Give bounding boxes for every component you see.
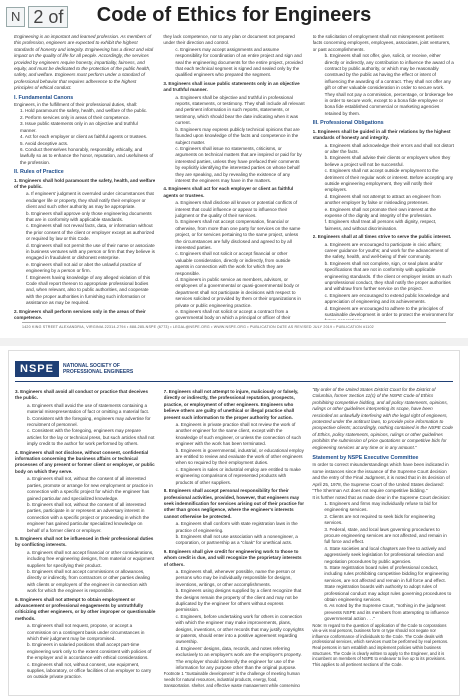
rule-heading: 3. Engineers shall issue public statements only in an objective and truthful manner. xyxy=(163,80,300,93)
canon-item: 3. Issue public statements only in an objective and truthful manner. xyxy=(20,121,138,133)
rule-heading: 1. Engineers shall be guided in all their relations by the highest standards of honesty and integrity. xyxy=(312,128,451,141)
page-2-columns xyxy=(15,387,453,687)
sub-clause: a. Engineers in private practice shall not review the work of another engineer for the same client, except with the knowledge of such engineer, or unless the connection of such engineer with the work has been terminated. xyxy=(175,422,302,447)
nspe-logo-mark: NSPE xyxy=(15,361,59,377)
document-title: Code of Ethics for Engineers xyxy=(96,4,372,26)
sub-clause: c. Engineers shall issue no statements, criticisms, or arguments on technical matters that are inspired or paid for by interested parties, unless they have prefaced their comments by explicitly identifying the interested parties on whose behalf they are speaking, and by revealing the existence of any interest the engineers may have in the matters. xyxy=(175,145,302,183)
sub-clause: b. Engineers shall not complete, sign, or seal plans and/or specifications that are not in conformity with applicable engineering standards. If the client or employer insists on such unprofessional conduct, they shall notify the proper authorities and withdraw from further service on the project. xyxy=(324,260,452,292)
canon-item: 1. Hold paramount the safety, health, and welfare of the public. xyxy=(20,108,148,114)
sub-clause: c. Engineers are encouraged to extend public knowledge and appreciation of engineering and its achievements. xyxy=(324,292,450,305)
sub-clause: e. Engineers shall not promote their own interest at the expense of the dignity and integrity of the profession. xyxy=(324,206,436,218)
sub-clause: a. Engineers shall acknowledge their errors and shall not distort or alter the facts. xyxy=(324,142,454,154)
viewer-toolbar xyxy=(0,0,468,36)
page-2-column-1 xyxy=(15,387,156,687)
sub-clause: f. Engineers shall treat all persons with dignity, respect, fairness, and without discrimination. xyxy=(324,219,437,231)
section-heading: III. Professional Obligations xyxy=(312,120,384,127)
sub-clause: b. Engineers shall not, without the consent of all interested parties, participate in or represent an adversary interest in connection with a specific project or proceeding in which the engineer has gained particular specialized knowledge on behalf of a former client or employer. xyxy=(27,501,150,533)
sub-clause: b. Engineers shall not accept commissions or allowances, directly or indirectly, from contractors or other parties dealing with clients or employers of the engineer in connection with work for which the engineer is responsible. xyxy=(27,568,150,594)
sub-clause: 6. As noted by the Supreme Court, "nothing in the judgment prevents NSPE and its members from attempting to influence governmental action . . ." xyxy=(324,603,449,622)
rule-heading: 2. Engineers shall perform services only in the areas of their competence. xyxy=(14,308,146,320)
sub-clause: c. Consistent with the foregoing, engineers may prepare articles for the lay or technical press, but such articles shall not imply credit to the author for work performed by others. xyxy=(27,428,155,447)
rule-heading: 8. Engineers shall accept personal responsibility for their professional activities, provided, however, that engineers may seek indemnification for services arising out of their practice for other than gross negligence, where the engineer's interests cannot otherwise be protected. xyxy=(163,488,305,519)
statement-heading: Statement by NSPE Executive Committee xyxy=(312,455,419,462)
sub-clause: c. Engineers shall not solicit or accept financial or other valuable consideration, directly or indirectly, from outside agents in connection with the work for which they are responsible. xyxy=(175,251,291,276)
sub-clause: a. Engineers shall not request, propose, or accept a commission on a contingent basis under circumstances in which their judgment may be compromised. xyxy=(27,623,145,642)
sub-clause: f. Engineers having knowledge of any alleged violation of this Code shall report thereon to appropriate professional bodies and, when relevant, also to public authorities, and cooperate with the proper authorities in furnishing such information or assistance as may be required. xyxy=(26,274,151,306)
intro-paragraph: "By order of the United States District Court for the District of Columbia, former Section 11(c) of the NSPE Code of Ethics prohibiting competitive bidding, and all policy statements, opinions, rulings or other guidelines interpreting its scope, have been rescinded as unlawfully interfering with the legal right of engineers, protected under the antitrust laws, to provide price information to prospective clients; accordingly, nothing contained in the NSPE Code of Ethics, policy statements, opinions, rulings or other guidelines prohibits the submission of price quotations or competitive bids for engineering services at any time or in any amount." xyxy=(312,387,453,450)
canon-item: 5. Avoid deceptive acts. xyxy=(20,140,69,146)
sub-clause: d. Engineers in public service as members, advisors, or employees of a governmental or quasi-governmental body or department shall not participate in decisions with respect to services solicited or provided by them or their organizations in private or public engineering practice. xyxy=(175,277,301,308)
section-heading: I. Fundamental Canons xyxy=(14,94,74,101)
sub-clause: b. Engineers in salaried positions shall accept part-time engineering work only to the extent consistent with policies of the employer and in accordance with ethical considerations. xyxy=(27,642,152,661)
paragraph: to the solicitation of employment shall not misrepresent pertinent facts concerning employers, employees, associates, joint venturers, or past accomplishments. xyxy=(312,34,451,52)
rule-heading: 5. Engineers shall not be influenced in their professional duties by conflicting interests. xyxy=(15,535,154,548)
sub-clause: b. Engineers shall not accept compensation, financial or otherwise, from more than one party for services on the same project, or for services pertaining to the same project, unless the circumstances are fully disclosed and agreed to by all interested parties. xyxy=(175,219,301,250)
sub-clause: a. Engineers are encouraged to participate in civic affairs; career guidance for youths; and work for the advancement of the safety, health, and well-being of their community. xyxy=(324,241,449,260)
page-2-column-3 xyxy=(312,387,453,687)
page-2-column-2 xyxy=(164,387,305,687)
page-separator xyxy=(0,338,468,346)
sub-clause: c. Engineers shall not, without consent, use equipment, supplies, laboratory, or office facilities of an employer to carry on outside private practice. xyxy=(27,661,152,680)
nspe-logo-line-2: PROFESSIONAL ENGINEERS xyxy=(62,369,134,375)
paragraph: they lack competence, nor to any plan or document not prepared under their direction and control. xyxy=(163,34,295,46)
sub-clause: b. Engineers shall approve only those engineering documents that are in conformity with applicable standards. xyxy=(26,210,152,222)
page-1-column-2 xyxy=(163,34,304,320)
fine-print: Footnote 1 "Sustainable development" is the challenge of meeting human needs for natural resources, industrial products, energy, food, transportation, shelter, and effective waste management while conserving xyxy=(163,671,300,687)
sub-clause: c. Engineers shall not reveal facts, data, or information without the prior consent of the client or employer except as authorized or required by law or this Code. xyxy=(26,223,155,242)
page-number-label[interactable]: 2 of xyxy=(28,6,68,28)
sub-clause: c. Engineers in sales or industrial employ are entitled to make engineering comparisons of represented products with products of other suppliers. xyxy=(175,466,301,485)
paragraph: Engineers, in the fulfillment of their professional duties, shall: xyxy=(14,102,138,108)
sub-clause: 4. State societies and local chapters are free to actively and aggressively seek legislation for professional selection and negotiation procedures by public agencies. xyxy=(324,545,446,564)
sub-clause: a. Engineers shall not accept financial or other considerations, including free engineering designs, from material or equipment suppliers for specifying their product. xyxy=(27,549,155,568)
sub-clause: a. Engineers shall not, without the consent of all interested parties, promote or arrange for new employment or practice in connection with a specific project for which the engineer has gained particular and specialized knowledge. xyxy=(27,476,153,501)
rule-heading: 4. Engineers shall act for each employer or client as faithful agents or trustees. xyxy=(163,186,294,198)
sub-clause: c. Engineers shall not accept outside employment to the detriment of their regular work or interest. Before accepting any outside engineering employment, they will notify their employers. xyxy=(324,168,454,193)
section-heading: II. Rules of Practice xyxy=(14,169,64,176)
sub-clause: 5. State registration board rules of professional conduct, including rules prohibiting competitive bidding for engineering services, are not affected and remain in full force and effect. State registration boards with authority to adopt rules of professional conduct may adopt rules governing procedures to obtain engineering services. xyxy=(324,564,452,602)
sub-clause: b. Engineers shall not offer, give, solicit, or receive, either directly or indirectly, any contribution to influence the award of a contract by public authority, or which may be reasonably construed by the public as having the effect or intent of influencing the awarding of a contract. They shall not offer any gift or other valuable consideration in order to secure work. They shall not pay a commission, percentage, or brokerage fee in order to secure work, except to a bona fide employee or bona fide established commercial or marketing agencies retained by them. xyxy=(324,53,454,116)
nspe-logo-text xyxy=(63,363,133,375)
sub-clause: e. Engineers shall not aid or abet the unlawful practice of engineering by a person or firm. xyxy=(26,261,142,274)
sub-clause: b. Engineers shall advise their clients or employers when they believe a project will not be successful. xyxy=(324,155,451,167)
sub-clause: a. Engineers shall be objective and truthful in professional reports, statements, or testimony. They shall include all relevant and pertinent information in such reports, statements, or testimony, which should bear the date indicating when it was current. xyxy=(175,94,305,126)
page-1-column-1 xyxy=(14,34,155,320)
sub-clause: 3. Federal, state, and local laws governing procedures to procure engineering services are not affected, and remain in full force and effect. xyxy=(324,526,447,545)
sub-clause: 1. Engineers and firms may individually refuse to bid for engineering services. xyxy=(324,500,438,513)
page-prefix: N xyxy=(6,7,25,27)
sub-clause: a. Engineers shall avoid the use of statements containing a material misrepresentation of fact or omitting a material fact. xyxy=(27,402,150,415)
page-1-columns xyxy=(14,34,454,320)
sub-clause: 2. Clients are not required to seek bids for engineering services. xyxy=(324,513,435,526)
sub-clause: d. Engineers shall not permit the use of their name or associate in business ventures with any person or firm that they believe is engaged in fraudulent or dishonest enterprise. xyxy=(26,242,155,261)
sub-clause: c. Engineers, before undertaking work for others in connection with which the engineer may make improvements, plans, designs, inventions, or other records that may justify copyrights or patents, should enter into a positive agreement regarding ownership. xyxy=(175,613,304,645)
header-divider xyxy=(15,381,453,382)
sub-clause: e. Engineers shall not solicit or accept a contract from a governmental body on which a principal or officer of their xyxy=(175,309,291,320)
sub-clause: a. Engineers shall conform with state registration laws in the practice of engineering. xyxy=(175,521,298,533)
sub-clause: d. Engineers shall not attempt to attract an engineer from another employer by false or misleading pretenses. xyxy=(324,193,441,206)
nspe-logo xyxy=(15,361,133,377)
sub-clause: b. Engineers using designs supplied by a client recognize that the designs remain the property of the client and may not be duplicated by the engineer for others without express permission. xyxy=(175,588,302,613)
rule-heading: 4. Engineers shall not disclose, without consent, confidential information concerning the business affairs or technical processes of any present or former client or employer, or public body on which they serve. xyxy=(15,449,155,474)
sub-clause: a. Engineers shall disclose all known or potential conflicts of interest that could influence or appear to influence their judgment or the quality of their services. xyxy=(175,200,298,218)
page-1 xyxy=(8,34,460,334)
sub-clause: b. Engineers may express publicly technical opinions that are founded upon knowledge of the facts and competence in the subject matter. xyxy=(175,126,300,145)
rule-heading: 1. Engineers shall hold paramount the safety, health, and welfare of the public. xyxy=(14,177,156,189)
page-1-column-3 xyxy=(313,34,454,320)
page-1-footer: 1420 KING STREET ALEXANDRIA, VIRGINIA 22314-2794 • 888-285-NSPE (6773) • LEGAL@NSPE.ORG • WWW.NSPE.ORG • PUBLICATION DATE AS REVISED JULY 2019 • PUBLICATION #1102 xyxy=(22,322,446,329)
canon-item: 2. Perform services only in areas of their competence. xyxy=(20,114,130,120)
sub-clause: a. If engineers' judgment is overruled under circumstances that endanger life or property, they shall notify their employer or client and such other authority as may be appropriate. xyxy=(26,191,154,210)
canon-item: 6. Conduct themselves honorably, responsibly, ethically, and lawfully so as to enhance the honor, reputation, and usefulness of the profession. xyxy=(20,146,154,165)
rule-heading: 9. Engineers shall give credit for engineering work to those to whom credit is due, and will recognize the proprietary interests of others. xyxy=(163,548,302,567)
sub-clause: b. Engineers shall not use association with a nonengineer, a corporation, or partnership as a "cloak" for unethical acts. xyxy=(175,533,298,546)
nspe-logo-line-1: NATIONAL SOCIETY OF xyxy=(62,363,120,369)
intro-paragraph: Engineering is an important and learned profession. As members of this profession, engineers are expected to exhibit the highest standards of honesty and integrity. Engineering has a direct and vital impact on the quality of life for all people. Accordingly, the services provided by engineers require honesty, impartiality, fairness, and equity, and must be dedicated to the protection of the public health, safety, and welfare. Engineers must perform under a standard of professional behavior that requires adherence to the highest principles of ethical conduct. xyxy=(14,34,154,91)
rule-heading: 6. Engineers shall not attempt to obtain employment or advancement or professional engagements by untruthfully criticizing other engineers, or by other improper or questionable methods. xyxy=(15,596,156,621)
sub-clause: a. Engineers shall, whenever possible, name the person or persons who may be individually responsible for designs, inventions, writings, or other accomplishments. xyxy=(175,568,296,587)
sub-clause: d. Engineers' designs, data, records, and notes referring exclusively to an employer's work are the employer's property. The employer should indemnify the engineer for use of the information for any purpose other than the original purpose. xyxy=(175,645,302,671)
sub-clause: c. Engineers may accept assignments and assume responsibility for coordination of an entire project and sign and seal the engineering documents for the entire project, provided that each technical segment is signed and sealed only by the qualified engineers who prepared the segment. xyxy=(175,46,303,78)
paragraph: It is further noted that as made clear in the Supreme Court decision: xyxy=(312,494,451,500)
rule-heading: 2. Engineers shall at all times strive to serve the public interest. xyxy=(312,234,452,240)
page-2 xyxy=(8,350,460,696)
sub-clause: d. Engineers are encouraged to adhere to the principles of sustainable development in order to protect the environment for xyxy=(324,305,454,318)
sub-clause: b. Consistent with the foregoing, engineers may advertise for recruitment of personnel. xyxy=(27,415,151,428)
paragraph: In order to correct misunderstandings which have been indicated in some instances since the issuance of the Supreme Court decision and the entry of the Final Judgment, it is noted that in its decision of April 25, 1978, the Supreme Court of the United States declared: "The Sherman Act does not require competitive bidding." xyxy=(312,462,450,494)
rule-heading: 3. Engineers shall avoid all conduct or practice that deceives the public. xyxy=(15,389,149,401)
canon-item: 4. Act for each employer or client as faithful agents or trustees. xyxy=(20,134,148,140)
rule-heading: 7. Engineers shall not attempt to injure, maliciously or falsely, directly or indirectly, the professional reputation, prospects, practice, or employment of other engineers. Engineers who believe others are guilty of unethical or illegal practice shall present such information to the proper authority for action. xyxy=(163,389,299,420)
sub-clause: b. Engineers in governmental, industrial, or educational employ are entitled to review and evaluate the work of other engineers when so required by their employment duties. xyxy=(175,447,304,466)
fine-print: Note: In regard to the question of application of the Code to corporations vis-a-vis real persons, business form or type should not negate nor influence conformance of individuals to the Code. The Code deals with professional services, which services must be performed by real persons. Real persons in turn establish and implement policies within business structures. The Code is clearly written to apply to the Engineer, and it is incumbent on members of NSPE to endeavor to live up to its provisions. This applies to all pertinent sections of the Code. xyxy=(312,622,449,667)
